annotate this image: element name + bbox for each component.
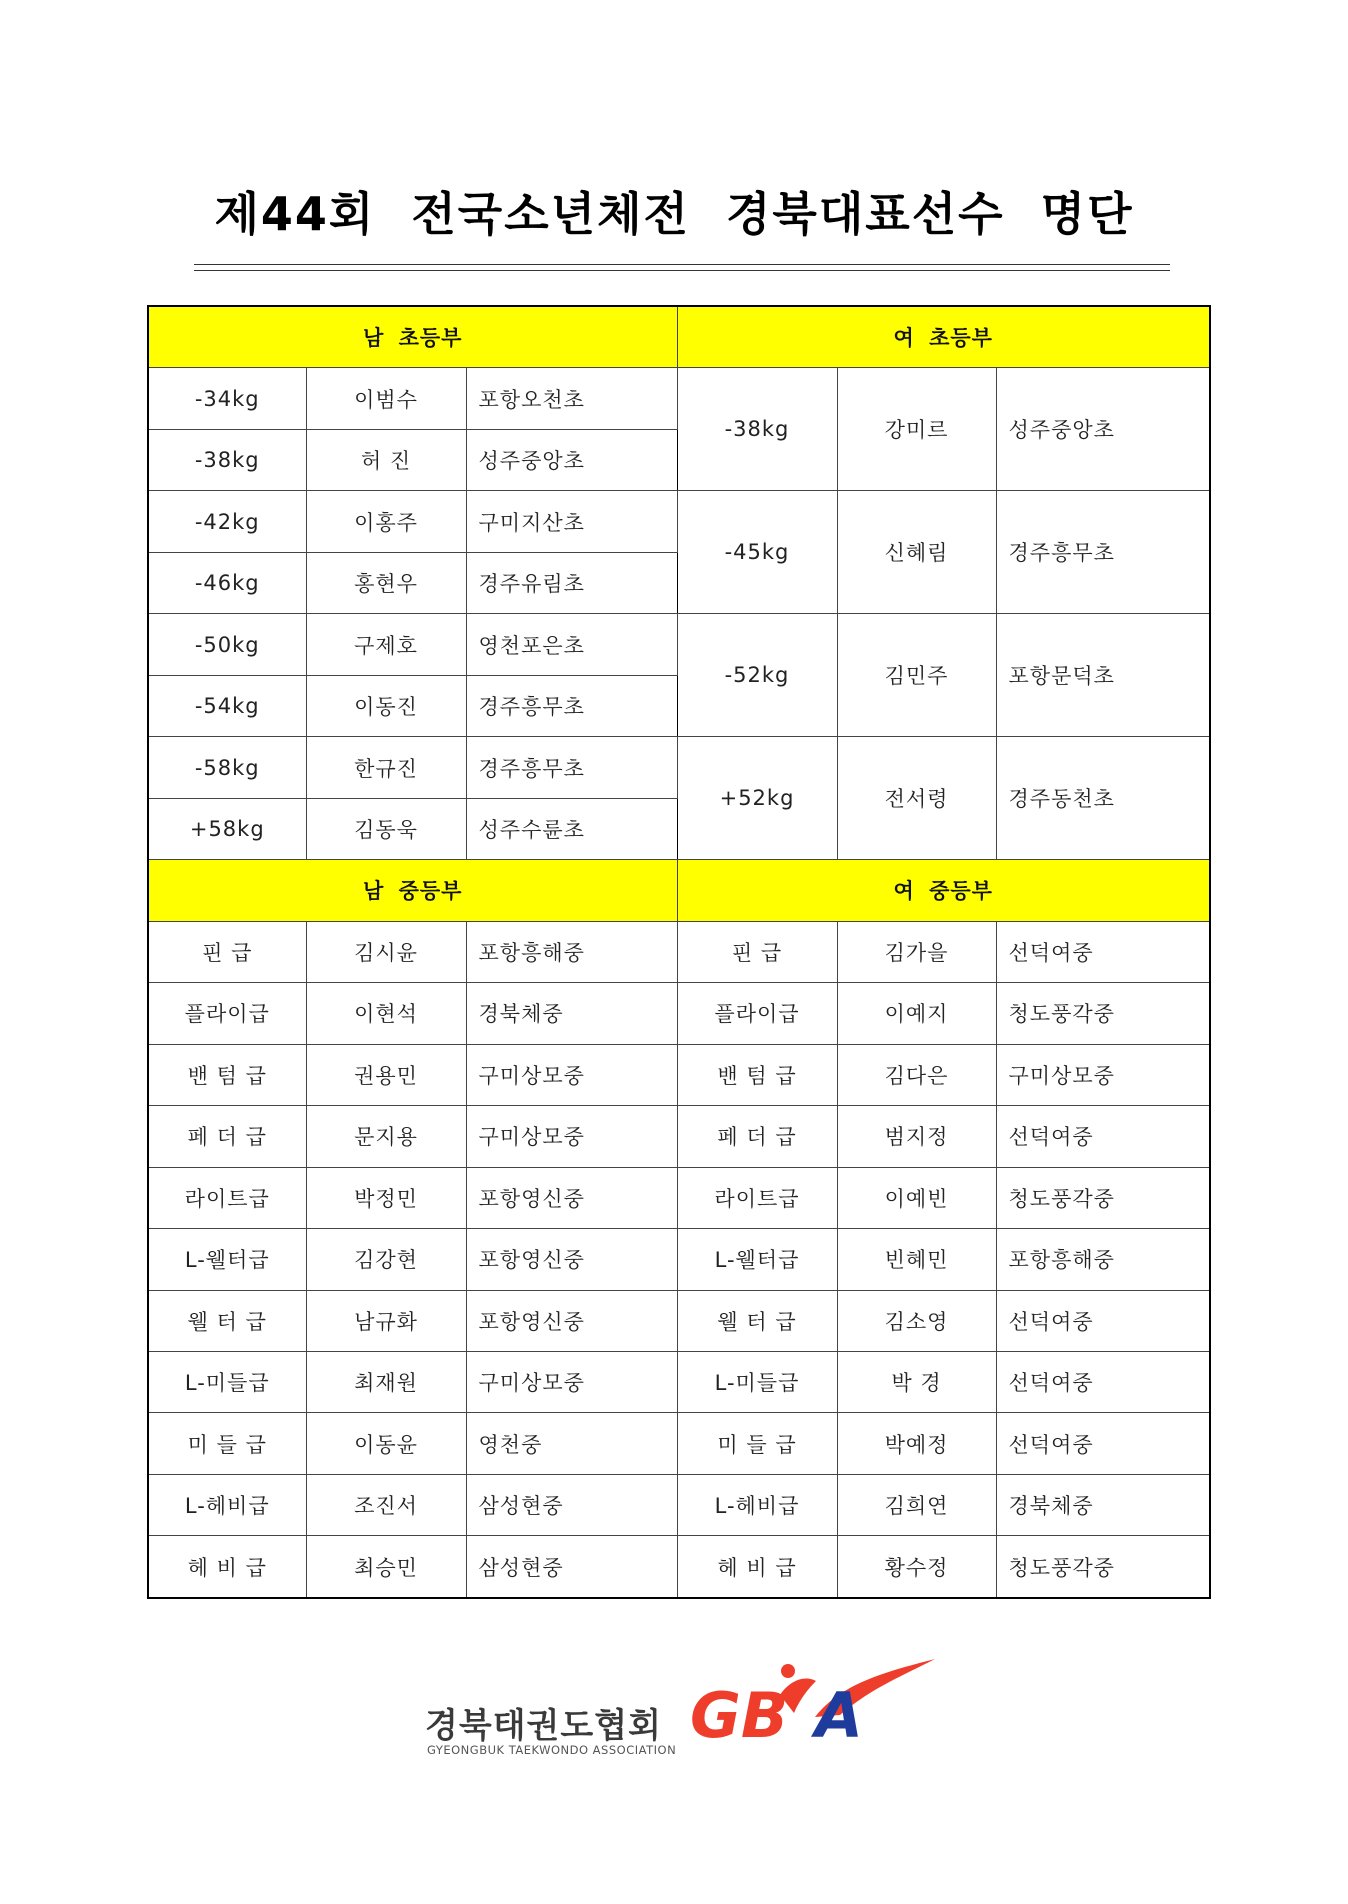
school-name: 포항흥해중: [466, 921, 677, 982]
weight-class: L-웰터급: [148, 1229, 306, 1290]
weight-class: +52kg: [677, 737, 837, 860]
school-name: 삼성현중: [466, 1474, 677, 1535]
school-name: 구미지산초: [466, 491, 677, 552]
weight-class: 플라이급: [677, 983, 837, 1044]
association-logo: [420, 1655, 940, 1765]
weight-class: 라이트급: [148, 1167, 306, 1228]
section-header: 남 중등부: [148, 860, 677, 921]
weight-class: L-웰터급: [677, 1229, 837, 1290]
school-name: 선덕여중: [996, 1106, 1210, 1167]
school-name: 영천포은초: [466, 614, 677, 675]
school-name: 구미상모중: [996, 1044, 1210, 1105]
weight-class: 헤 비 급: [677, 1536, 837, 1598]
school-name: 성주수륜초: [466, 798, 677, 859]
table-row: [148, 1167, 1210, 1228]
weight-class: 미 들 급: [148, 1413, 306, 1474]
athlete-name: 황수정: [837, 1536, 996, 1598]
athlete-name: 최승민: [306, 1536, 466, 1598]
school-name: 포항영신중: [466, 1290, 677, 1351]
weight-class: 헤 비 급: [148, 1536, 306, 1598]
athlete-name: 박 경: [837, 1351, 996, 1412]
table-row: [148, 1044, 1210, 1105]
school-name: 경주흥무초: [996, 491, 1210, 614]
athlete-name: 전서령: [837, 737, 996, 860]
weight-class: L-미들급: [148, 1351, 306, 1412]
table-row: [148, 1351, 1210, 1412]
weight-class: -38kg: [677, 368, 837, 491]
athlete-name: 이동진: [306, 675, 466, 736]
athlete-name: 빈혜민: [837, 1229, 996, 1290]
school-name: 선덕여중: [996, 1413, 1210, 1474]
weight-class: -38kg: [148, 429, 306, 490]
weight-class: -34kg: [148, 368, 306, 429]
weight-class: 웰 터 급: [148, 1290, 306, 1351]
section-header-row: [148, 306, 1210, 368]
weight-class: -52kg: [677, 614, 837, 737]
table-row: [148, 1413, 1210, 1474]
athlete-name: 박정민: [306, 1167, 466, 1228]
table-row: [148, 1229, 1210, 1290]
section-header-row: [148, 860, 1210, 921]
section-header: 여 중등부: [677, 860, 1210, 921]
school-name: 청도풍각중: [996, 1167, 1210, 1228]
athlete-name: 이동윤: [306, 1413, 466, 1474]
school-name: 청도풍각중: [996, 983, 1210, 1044]
weight-class: 플라이급: [148, 983, 306, 1044]
school-name: 영천중: [466, 1413, 677, 1474]
table-row: [148, 737, 1210, 798]
athlete-name: 이예빈: [837, 1167, 996, 1228]
weight-class: -42kg: [148, 491, 306, 552]
weight-class: 밴 텀 급: [148, 1044, 306, 1105]
school-name: 성주중앙초: [466, 429, 677, 490]
athlete-name: 김시윤: [306, 921, 466, 982]
table-row: [148, 983, 1210, 1044]
weight-class: -46kg: [148, 552, 306, 613]
athlete-name: 김민주: [837, 614, 996, 737]
school-name: 포항영신중: [466, 1229, 677, 1290]
weight-class: -50kg: [148, 614, 306, 675]
weight-class: +58kg: [148, 798, 306, 859]
school-name: 포항오천초: [466, 368, 677, 429]
athlete-name: 홍현우: [306, 552, 466, 613]
athlete-name: 이범수: [306, 368, 466, 429]
school-name: 구미상모중: [466, 1351, 677, 1412]
table-row: [148, 1536, 1210, 1598]
title-underline: [194, 264, 1170, 271]
school-name: 경주동천초: [996, 737, 1210, 860]
school-name: 경주흥무초: [466, 737, 677, 798]
weight-class: 핀 급: [677, 921, 837, 982]
athlete-name: 이홍주: [306, 491, 466, 552]
logo-a-letter: A: [815, 1679, 863, 1752]
logo-english-text: GYEONGBUK TAEKWONDO ASSOCIATION: [427, 1743, 677, 1757]
athlete-name: 강미르: [837, 368, 996, 491]
athlete-name: 박예정: [837, 1413, 996, 1474]
school-name: 포항문덕초: [996, 614, 1210, 737]
athlete-name: 조진서: [306, 1474, 466, 1535]
athlete-name: 범지정: [837, 1106, 996, 1167]
school-name: 선덕여중: [996, 1351, 1210, 1412]
school-name: 경주유림초: [466, 552, 677, 613]
school-name: 선덕여중: [996, 1290, 1210, 1351]
table-row: [148, 614, 1210, 675]
athlete-name: 김동욱: [306, 798, 466, 859]
weight-class: L-헤비급: [677, 1474, 837, 1535]
table-row: [148, 368, 1210, 429]
school-name: 경주흥무초: [466, 675, 677, 736]
athlete-name: 김강현: [306, 1229, 466, 1290]
school-name: 경북체중: [466, 983, 677, 1044]
weight-class: L-미들급: [677, 1351, 837, 1412]
table-row: [148, 491, 1210, 552]
weight-class: 페 더 급: [148, 1106, 306, 1167]
weight-class: 웰 터 급: [677, 1290, 837, 1351]
table-row: [148, 1290, 1210, 1351]
weight-class: -45kg: [677, 491, 837, 614]
weight-class: 핀 급: [148, 921, 306, 982]
table-row: [148, 1474, 1210, 1535]
school-name: 포항영신중: [466, 1167, 677, 1228]
weight-class: L-헤비급: [148, 1474, 306, 1535]
school-name: 경북체중: [996, 1474, 1210, 1535]
athlete-name: 권용민: [306, 1044, 466, 1105]
athlete-name: 남규화: [306, 1290, 466, 1351]
athlete-name: 최재원: [306, 1351, 466, 1412]
athlete-name: 한규진: [306, 737, 466, 798]
logo-gb-letters: GB: [690, 1679, 789, 1752]
athlete-name: 허 진: [306, 429, 466, 490]
logo-korean-text: 경북태권도협회: [425, 1706, 662, 1746]
athlete-name: 김다은: [837, 1044, 996, 1105]
table-row: [148, 921, 1210, 982]
section-header: 여 초등부: [677, 306, 1210, 368]
page-title: 제44회 전국소년체전 경북대표선수 명단: [214, 187, 1134, 241]
athlete-name: 이현석: [306, 983, 466, 1044]
school-name: 청도풍각중: [996, 1536, 1210, 1598]
athlete-name: 신혜림: [837, 491, 996, 614]
school-name: 구미상모중: [466, 1106, 677, 1167]
athlete-name: 문지용: [306, 1106, 466, 1167]
weight-class: -54kg: [148, 675, 306, 736]
athlete-name: 구제호: [306, 614, 466, 675]
section-header: 남 초등부: [148, 306, 677, 368]
weight-class: 밴 텀 급: [677, 1044, 837, 1105]
athlete-name: 이예지: [837, 983, 996, 1044]
weight-class: 미 들 급: [677, 1413, 837, 1474]
school-name: 삼성현중: [466, 1536, 677, 1598]
school-name: 선덕여중: [996, 921, 1210, 982]
school-name: 포항흥해중: [996, 1229, 1210, 1290]
athlete-name: 김희연: [837, 1474, 996, 1535]
athlete-name: 김소영: [837, 1290, 996, 1351]
roster-table: [147, 305, 1211, 1599]
weight-class: -58kg: [148, 737, 306, 798]
weight-class: 라이트급: [677, 1167, 837, 1228]
school-name: 성주중앙초: [996, 368, 1210, 491]
athlete-name: 김가을: [837, 921, 996, 982]
weight-class: 페 더 급: [677, 1106, 837, 1167]
school-name: 구미상모중: [466, 1044, 677, 1105]
table-row: [148, 1106, 1210, 1167]
